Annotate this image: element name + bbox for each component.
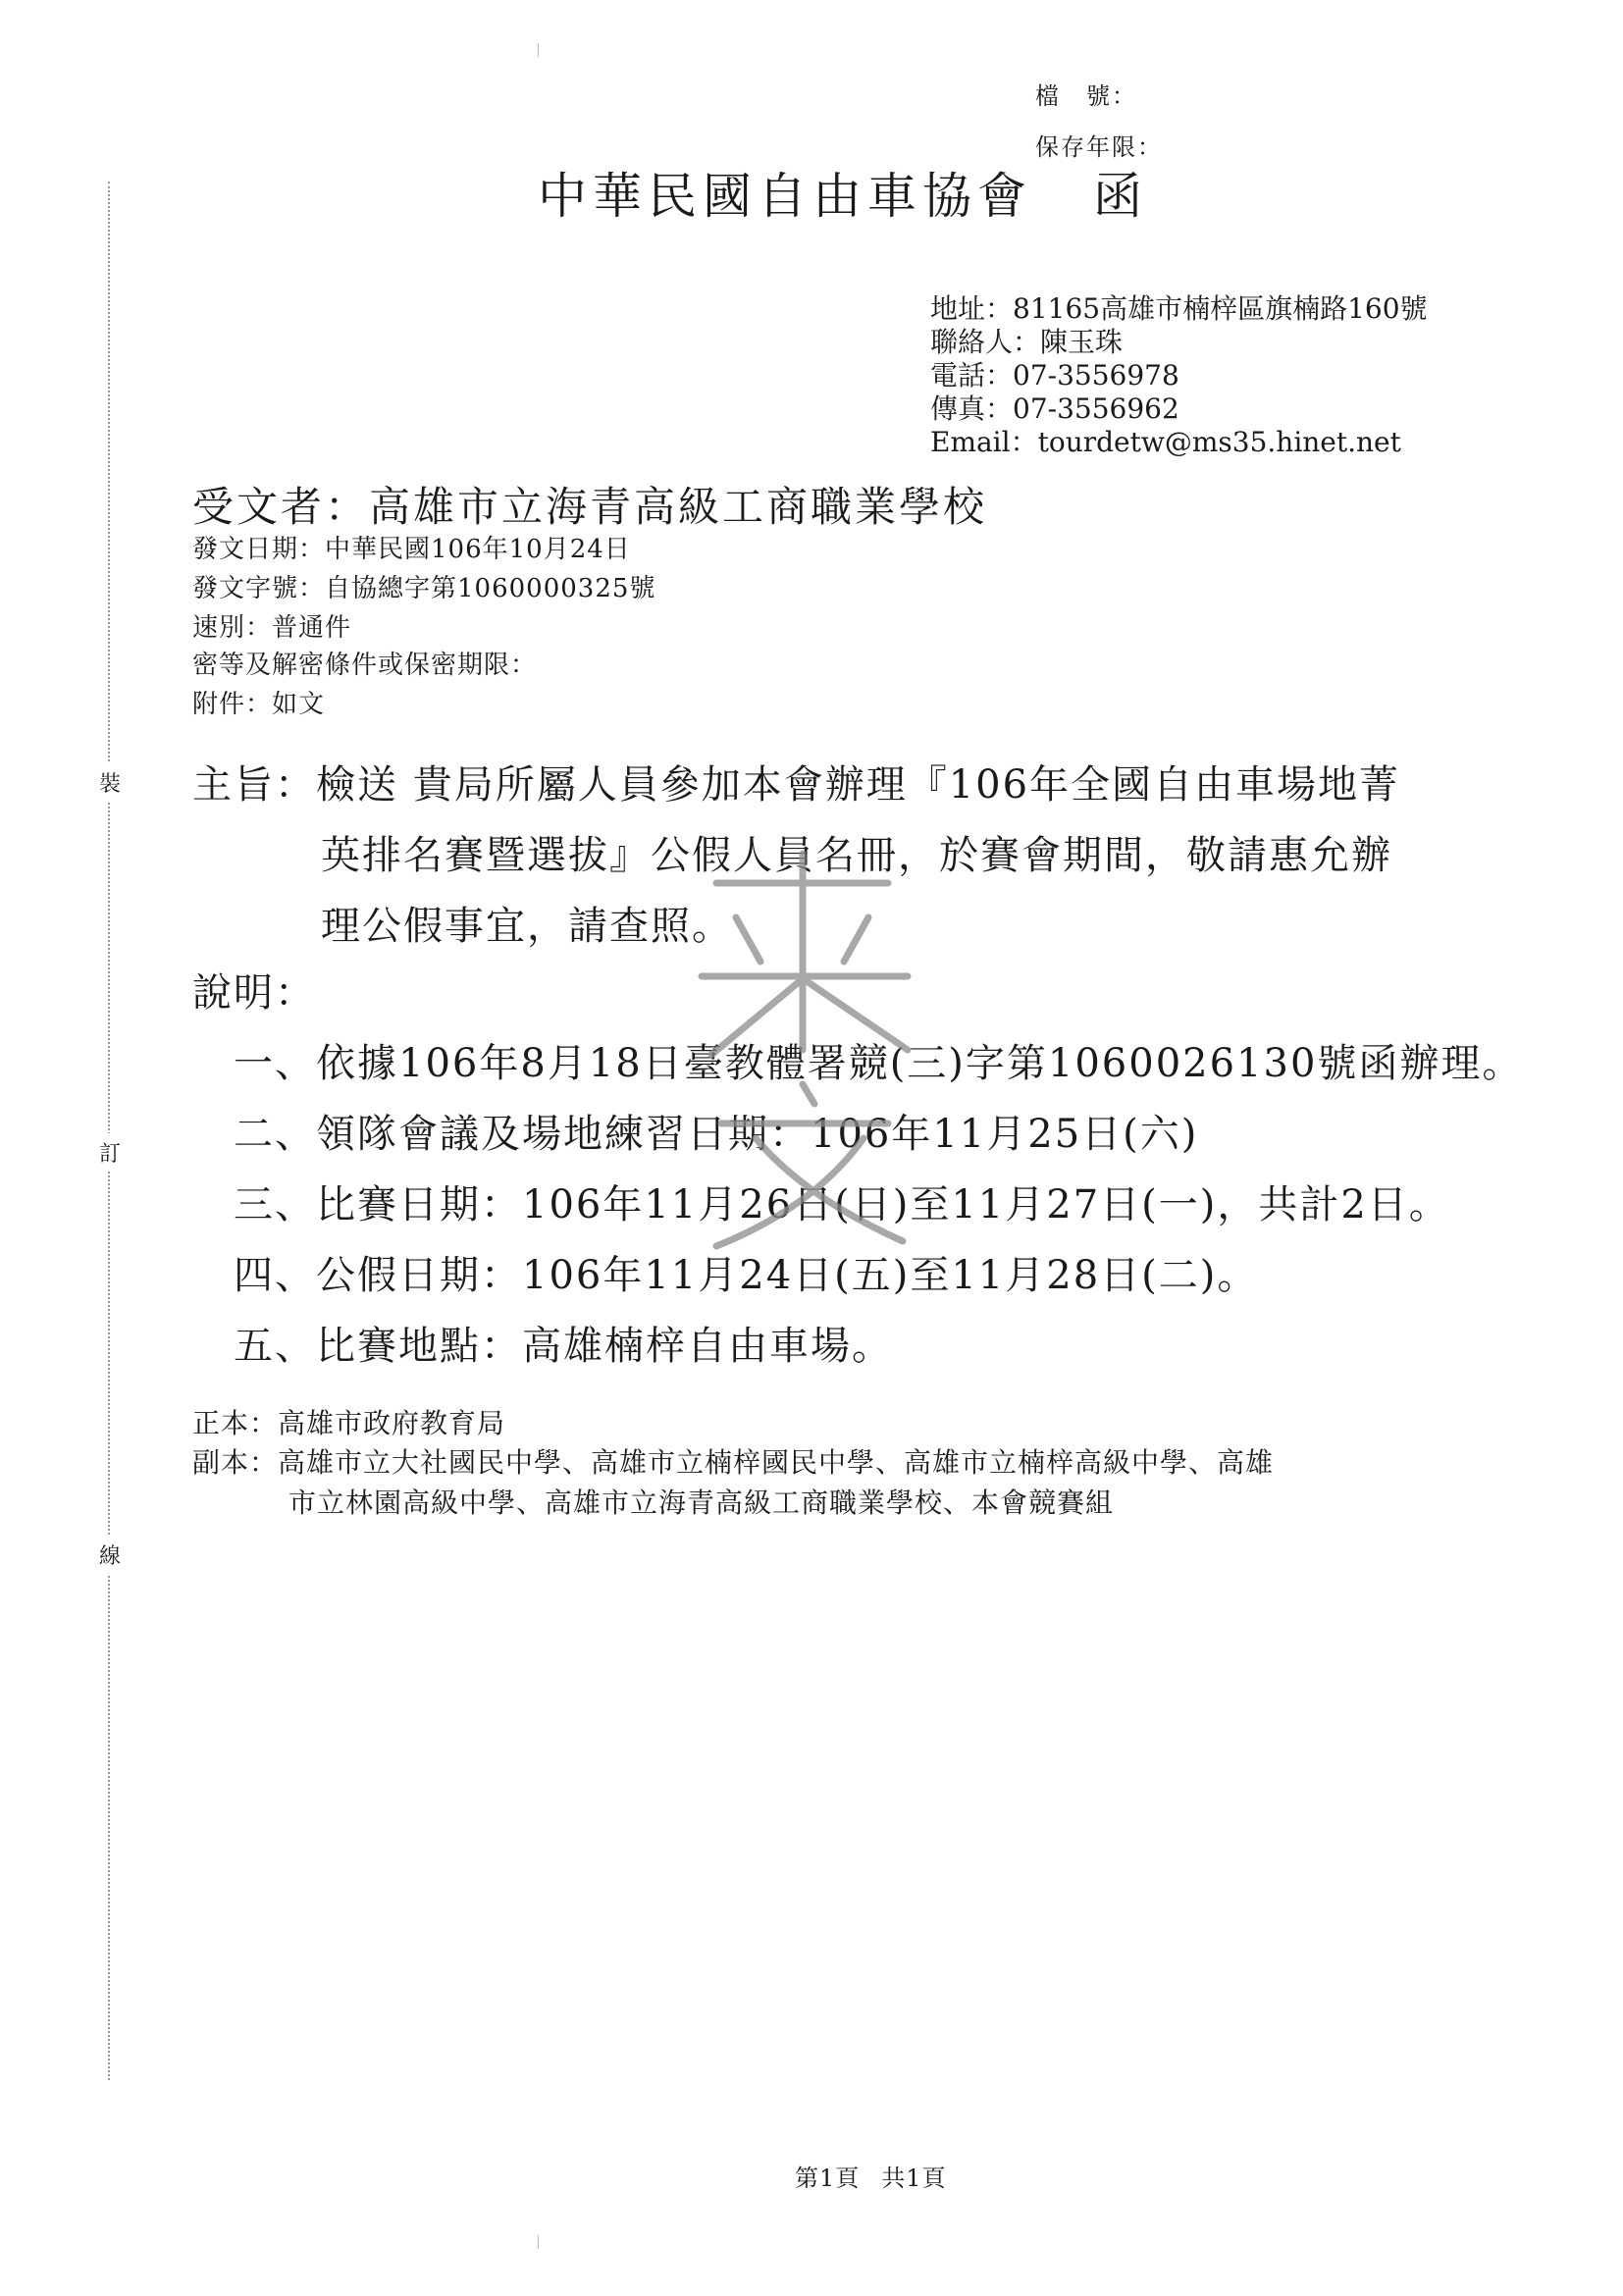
explanation-item-2: 二、領隊會議及場地練習日期：106年11月25日(六)	[234, 1112, 1199, 1157]
subject-line-3: 理公假事宜，請查照。	[321, 904, 733, 949]
subject-line-1: 主旨：檢送 貴局所屬人員參加本會辦理『106年全國自由車場地菁	[192, 762, 1401, 808]
receiver: 受文者：高雄市立海青高級工商職業學校	[192, 483, 988, 531]
contact-email: Email：tourdetw@ms35.hinet.net	[930, 426, 1401, 458]
subject-line-2: 英排名賽暨選拔』公假人員名冊，於賽會期間，敬請惠允辦	[321, 833, 1392, 878]
binding-label-bottom: 線	[98, 1536, 122, 1574]
file-number-label: 檔 號：	[1035, 82, 1137, 110]
binding-margin-line	[108, 182, 110, 2080]
original-recipient: 正本：高雄市政府教育局	[192, 1407, 506, 1439]
document-title	[538, 157, 1148, 228]
contact-fax: 傳真：07-3556962	[930, 392, 1179, 425]
secrecy-level: 密等及解密條件或保密期限：	[192, 651, 538, 680]
scan-tick	[538, 2235, 539, 2249]
cc-recipients-line-2: 市立林園高級中學、高雄市立海青高級工商職業學校、本會競賽組	[288, 1487, 1115, 1519]
retention-label: 保存年限：	[1035, 133, 1163, 161]
issue-number: 發文字號：自協總字第1060000325號	[192, 574, 656, 603]
contact-phone: 電話：07-3556978	[930, 359, 1179, 391]
binding-label-middle: 訂	[98, 1133, 122, 1172]
page-total: 共1頁	[881, 2165, 947, 2192]
explanation-item-3: 三、比賽日期：106年11月26日(日)至11月27日(一)，共計2日。	[234, 1182, 1450, 1227]
contact-address: 地址：81165高雄市楠梓區旗楠路160號	[930, 292, 1428, 325]
speed-class: 速別：普通件	[192, 613, 352, 643]
doc-type: 函	[1093, 168, 1148, 225]
explanation-heading: 說明：	[192, 970, 316, 1016]
explanation-item-4: 四、公假日期：106年11月24日(五)至11月28日(二)。	[234, 1253, 1259, 1298]
org-name: 中華民國自由車協會	[538, 168, 1032, 225]
contact-person: 聯絡人：陳玉珠	[930, 326, 1124, 358]
explanation-item-1: 一、依據106年8月18日臺教體署競(三)字第1060026130號函辦理。	[234, 1041, 1524, 1086]
issue-date: 發文日期：中華民國106年10月24日	[192, 535, 631, 564]
page-number: 第1頁	[795, 2165, 861, 2192]
explanation-item-5: 五、比賽地點：高雄楠梓自由車場。	[234, 1324, 893, 1369]
page-footer	[795, 2159, 947, 2193]
attachment: 附件：如文	[192, 690, 326, 719]
scan-tick	[538, 43, 539, 57]
binding-label-top: 裝	[98, 763, 122, 802]
cc-recipients-line-1: 副本：高雄市立大社國民中學、高雄市立楠梓國民中學、高雄市立楠梓高級中學、高雄	[192, 1446, 1275, 1479]
